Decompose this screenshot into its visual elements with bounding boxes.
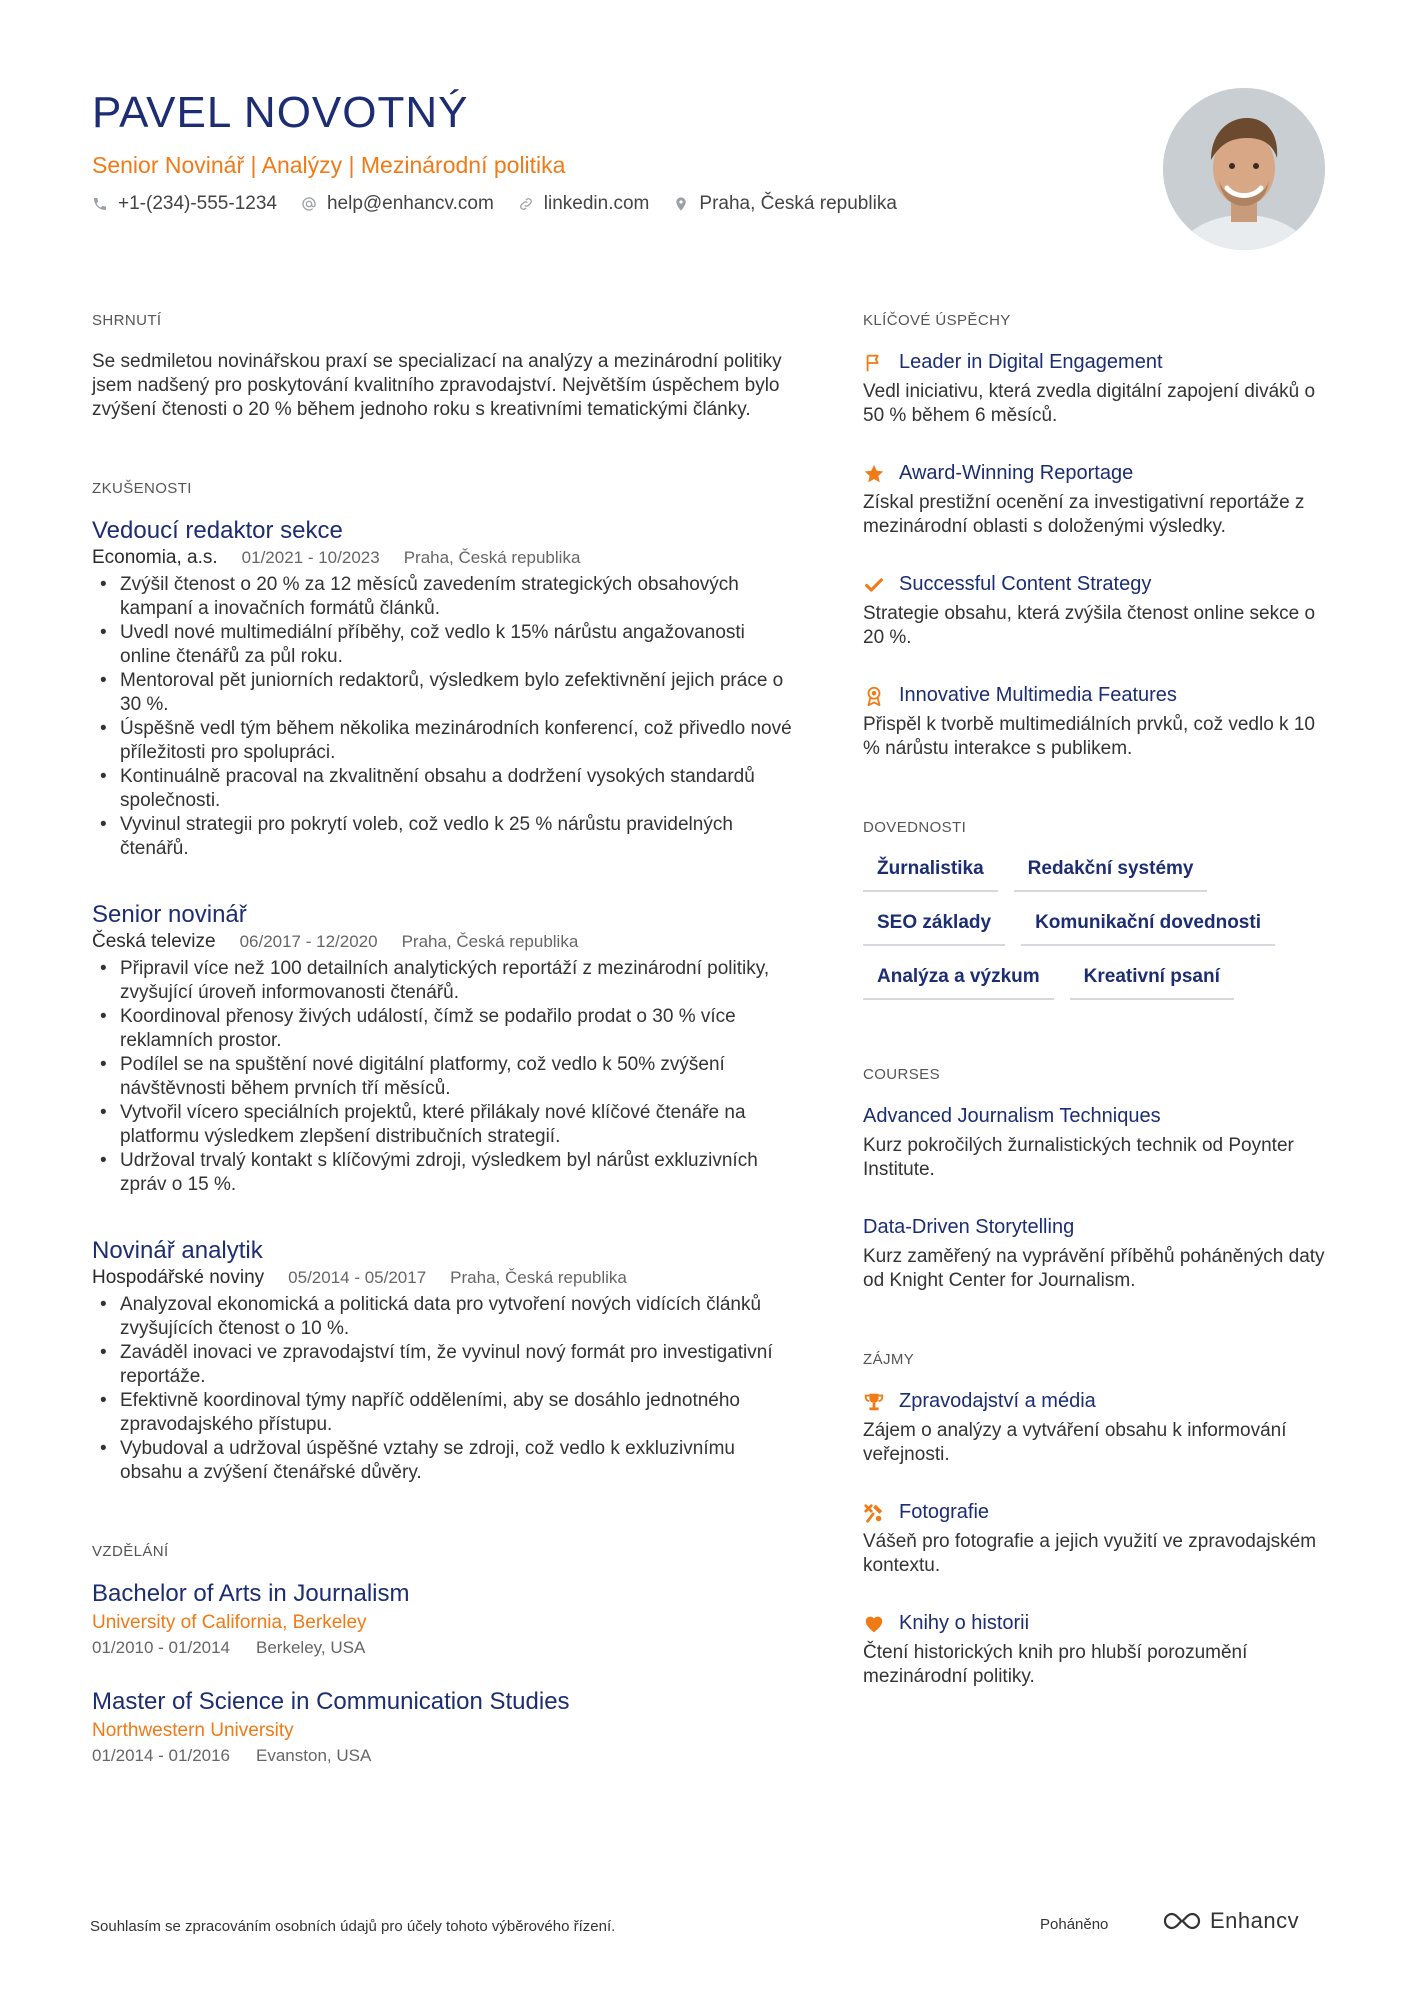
list-item: • Uvedl nové multimediální příběhy, což vedlo k 15% nárůstu angažovanosti online čtenářů za půl roku.: [92, 621, 792, 669]
achievement-item: [863, 573, 1333, 650]
achievement-title: Successful Content Strategy: [899, 573, 1152, 595]
linkedin-text: linkedin.com: [543, 193, 650, 214]
job-title: Vedoucí redaktor sekce: [92, 517, 343, 544]
skill-tag: Analýza a výzkum: [863, 966, 1054, 1000]
right-column: [863, 312, 1333, 1689]
education-dates: 01/2014 - 01/2016: [92, 1746, 231, 1765]
education-location: Berkeley, USA: [256, 1638, 366, 1657]
enhancv-logo[interactable]: [1162, 1908, 1299, 1934]
section-title: VZDĚLÁNÍ: [92, 1543, 169, 1560]
achievement-desc: Strategie obsahu, která zvýšila čtenost online sekce o 20 %.: [863, 603, 1316, 648]
achievement-item: [863, 462, 1333, 539]
location-text: Praha, Česká republika: [699, 193, 897, 214]
summary-text: Se sedmiletou novinářskou praxí se specializací na analýzy a mezinárodní politiky jsem nadšený pro poskytování kvalitního zpravodajství. Největším úspěchem bylo zvýšení čtenosti o 20 % během jednoho roku s kreativními tematickými články.: [92, 351, 782, 420]
degree-title: Bachelor of Arts in Journalism: [92, 1580, 410, 1607]
at-icon: [301, 196, 317, 212]
list-item: • Efektivně koordinoval týmy napříč odděleními, aby se dosáhlo jednotného zpravodajského přístupu.: [92, 1389, 792, 1437]
interest-item: [863, 1612, 1333, 1689]
candidate-headline: Senior Novinář | Analýzy | Mezinárodní politika: [92, 152, 566, 178]
list-item: • Vyvinul strategii pro pokrytí voleb, což vedlo k 25 % nárůstu pravidelných čtenářů.: [92, 813, 792, 861]
candidate-name: PAVEL NOVOTNÝ: [92, 88, 469, 137]
experience-item: [92, 517, 792, 861]
section-title: SHRNUTÍ: [92, 312, 162, 329]
list-item: • Připravil více než 100 detailních analytických reportáží z mezinárodní politiky, zvyšující úroveň informovanosti čtenářů.: [92, 957, 792, 1005]
job-meta: [92, 931, 792, 953]
resume-header: [92, 88, 1142, 215]
section-title: COURSES: [863, 1066, 940, 1083]
achievement-head: [863, 462, 1333, 485]
flag-icon: [863, 352, 885, 374]
achievement-head: [863, 351, 1333, 374]
trophy-icon: [863, 1391, 885, 1413]
company-name: Hospodářské noviny: [92, 1267, 265, 1288]
contact-row: [92, 193, 1142, 215]
list-item: • Kontinuálně pracoval na zkvalitnění obsahu a dodržení vysokých standardů společnosti.: [92, 765, 792, 813]
job-dates: 05/2014 - 05/2017: [288, 1268, 427, 1287]
achievement-desc: Vedl iniciativu, která zvedla digitální zapojení diváků o 50 % během 6 měsíců.: [863, 381, 1316, 426]
achievement-desc: Získal prestižní ocenění za investigativní reportáže z mezinárodní oblasti s doloženými výsledky.: [863, 492, 1305, 537]
company-name: Economia, a.s.: [92, 547, 218, 568]
course-title: Advanced Journalism Techniques: [863, 1105, 1161, 1127]
interest-item: [863, 1390, 1333, 1467]
interest-head: [863, 1501, 1333, 1524]
course-item: [863, 1105, 1333, 1182]
experience-section: [92, 480, 792, 1485]
education-dates: 01/2010 - 01/2014: [92, 1638, 231, 1657]
job-location: Praha, Česká republika: [401, 932, 579, 951]
education-meta: [92, 1638, 792, 1658]
interest-desc: Čtení historických knih pro hlubší porozumění mezinárodní politiky.: [863, 1642, 1248, 1687]
job-location: Praha, Česká republika: [450, 1268, 627, 1287]
achievement-item: [863, 684, 1333, 761]
education-item: [92, 1580, 792, 1658]
medal-icon: [863, 685, 885, 707]
achievement-item: [863, 351, 1333, 428]
list-item: • Koordinoval přenosy živých událostí, čímž se podařilo prodat o 30 % více reklamních prostor.: [92, 1005, 792, 1053]
profile-photo: [1163, 88, 1325, 250]
skill-tag: SEO základy: [863, 912, 1005, 946]
company-name: Česká televize: [92, 931, 216, 952]
email-text: help@enhancv.com: [326, 193, 494, 214]
interest-head: [863, 1612, 1333, 1635]
skill-tag: Kreativní psaní: [1070, 966, 1234, 1000]
skills-section: [863, 819, 1333, 1020]
course-desc: Kurz pokročilých žurnalistických technik od Poynter Institute.: [863, 1135, 1294, 1180]
interest-title: Zpravodajství a média: [899, 1390, 1096, 1412]
achievements-section: [863, 312, 1333, 761]
consent-note: Souhlasím se zpracováním osobních údajů pro účely tohoto výběrového řízení.: [90, 1918, 616, 1935]
course-title: Data-Driven Storytelling: [863, 1216, 1075, 1238]
phone-text: +1-(234)-555-1234: [118, 193, 277, 214]
interest-title: Knihy o historii: [899, 1612, 1030, 1634]
link-icon: [518, 196, 534, 212]
achievement-head: [863, 573, 1333, 596]
section-title: ZÁJMY: [863, 1351, 915, 1368]
job-meta: [92, 1267, 792, 1289]
check-icon: [863, 574, 885, 596]
heart-icon: [863, 1613, 885, 1635]
job-meta: [92, 547, 792, 569]
job-title: Novinář analytik: [92, 1237, 263, 1264]
section-title: DOVEDNOSTI: [863, 819, 967, 836]
list-item: • Zvýšil čtenost o 20 % za 12 měsíců zavedením strategických obsahových kampaní a inovačních formátů článků.: [92, 573, 792, 621]
interest-head: [863, 1390, 1333, 1413]
interest-desc: Zájem o analýzy a vytváření obsahu k informování veřejnosti.: [863, 1420, 1287, 1465]
camera-icon: [863, 1502, 885, 1524]
achievement-title: Leader in Digital Engagement: [899, 351, 1163, 373]
experience-item: [92, 901, 792, 1197]
infinity-logo-icon: [1162, 1910, 1202, 1932]
contact-linkedin[interactable]: [518, 193, 650, 215]
achievement-desc: Přispěl k tvorbě multimediálních prvků, což vedlo k 10 % nárůstu interakce s publikem.: [863, 714, 1315, 759]
section-title: ZKUŠENOSTI: [92, 480, 192, 497]
star-icon: [863, 463, 885, 485]
contact-email[interactable]: [301, 193, 494, 215]
list-item: • Analyzoval ekonomická a politická data pro vytvoření nových vidících článků zvyšujících čtenost o 10 %.: [92, 1293, 792, 1341]
achievement-title: Innovative Multimedia Features: [899, 684, 1177, 706]
course-desc: Kurz zaměřený na vyprávění příběhů poháněných daty od Knight Center for Journalism.: [863, 1246, 1325, 1291]
section-title: KLÍČOVÉ ÚSPĚCHY: [863, 312, 1011, 329]
education-meta: [92, 1746, 792, 1766]
summary-section: [92, 312, 792, 422]
location-pin-icon: [673, 196, 689, 212]
phone-icon: [92, 196, 108, 212]
list-item: • Zaváděl inovaci ve zpravodajství tím, že vyvinul nový formát pro investigativní reportáže.: [92, 1341, 792, 1389]
job-bullets: [92, 573, 792, 861]
degree-title: Master of Science in Communication Studies: [92, 1688, 570, 1715]
school-name: Northwestern University: [92, 1720, 294, 1741]
contact-location: [673, 193, 897, 215]
job-bullets: [92, 957, 792, 1197]
brand-name: Enhancv: [1210, 1908, 1300, 1933]
achievement-title: Award-Winning Reportage: [899, 462, 1134, 484]
interests-section: [863, 1351, 1333, 1689]
left-column: [92, 312, 792, 1766]
interest-item: [863, 1501, 1333, 1578]
courses-section: [863, 1066, 1333, 1293]
list-item: • Vybudoval a udržoval úspěšné vztahy se zdroji, což vedlo k exkluzivnímu obsahu a zvýšení čtenářské důvěry.: [92, 1437, 792, 1485]
education-item: [92, 1688, 792, 1766]
skill-tag: Redakční systémy: [1014, 858, 1208, 892]
skill-tag: Žurnalistika: [863, 858, 998, 892]
education-location: Evanston, USA: [256, 1746, 372, 1765]
job-bullets: [92, 1293, 792, 1485]
achievement-head: [863, 684, 1333, 707]
skill-tag: Komunikační dovednosti: [1021, 912, 1275, 946]
job-dates: 06/2017 - 12/2020: [239, 932, 378, 951]
list-item: • Úspěšně vedl tým během několika mezinárodních konferencí, což přivedlo nové příležitosti pro spolupráci.: [92, 717, 792, 765]
experience-item: [92, 1237, 792, 1485]
list-item: • Podílel se na spuštění nové digitální platformy, což vedlo k 50% zvýšení návštěvnosti během prvních tří měsíců.: [92, 1053, 792, 1101]
interest-title: Fotografie: [899, 1501, 990, 1523]
list-item: • Mentoroval pět juniorních redaktorů, výsledkem bylo zefektivnění jejich práce o 30 %.: [92, 669, 792, 717]
job-title: Senior novinář: [92, 901, 247, 928]
skills-list: [863, 858, 1333, 1020]
education-section: [92, 1543, 792, 1766]
list-item: • Vytvořil vícero speciálních projektů, které přilákaly nové klíčové čtenáře na platformu výsledkem zlepšení distribučních strategií.: [92, 1101, 792, 1149]
list-item: • Udržoval trvalý kontakt s klíčovými zdroji, výsledkem byl nárůst exkluzivních zpráv o 15 %.: [92, 1149, 792, 1197]
job-dates: 01/2021 - 10/2023: [241, 548, 380, 567]
powered-by-label: Poháněno: [1040, 1916, 1109, 1933]
contact-phone[interactable]: [92, 193, 277, 215]
job-location: Praha, Česká republika: [403, 548, 581, 567]
course-item: [863, 1216, 1333, 1293]
school-name: University of California, Berkeley: [92, 1612, 367, 1633]
interest-desc: Vášeň pro fotografie a jejich využití ve zpravodajském kontextu.: [863, 1531, 1317, 1576]
avatar-icon: [1163, 88, 1325, 250]
